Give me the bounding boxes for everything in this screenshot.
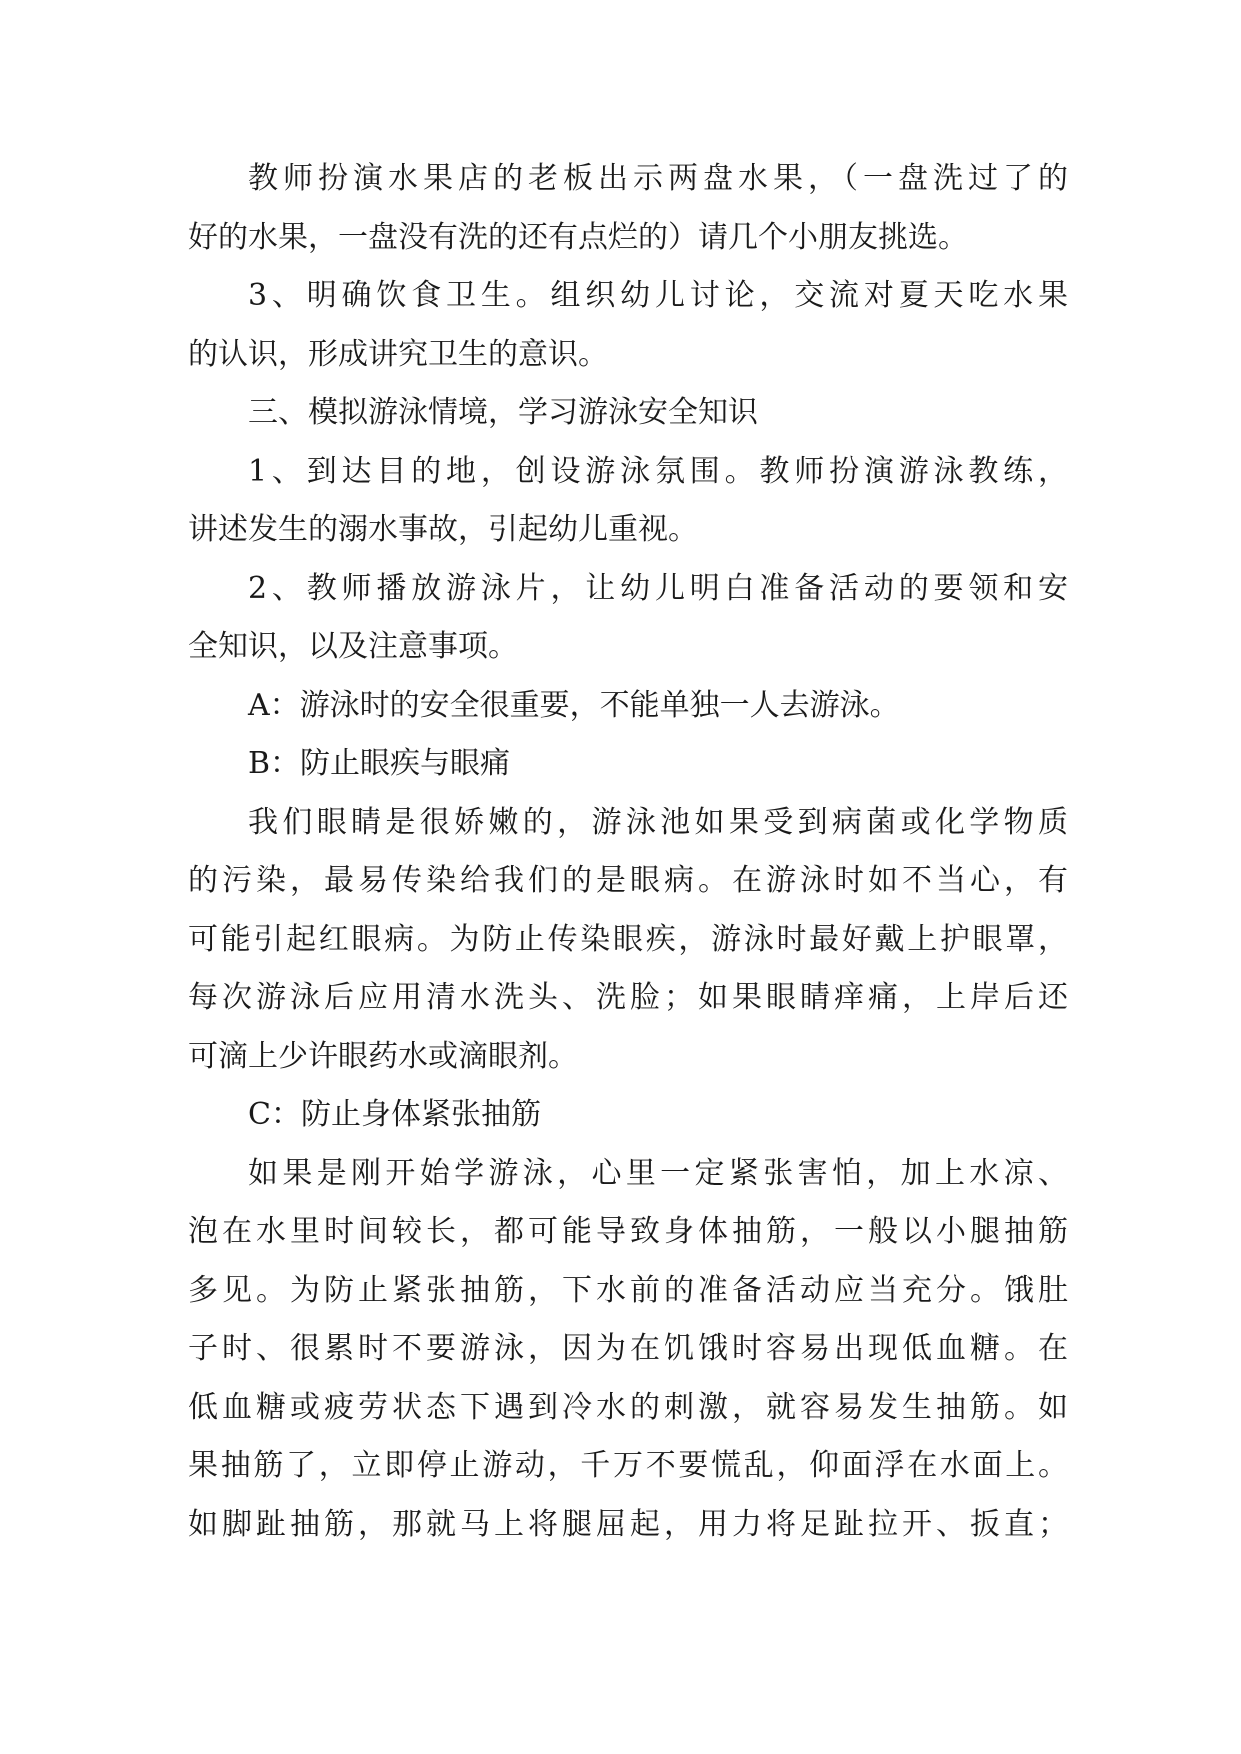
subheading: C：防止身体紧张抽筋 (248, 1097, 541, 1132)
text-line: 可能引起红眼病。为防止传染眼疾，游泳时最好戴上护眼罩， (188, 921, 1068, 957)
text-line: A：游泳时的安全很重要，不能单独一人去游泳。 (248, 687, 900, 723)
document-body (188, 150, 1068, 1554)
text-line: 的认识，形成讲究卫生的意识。 (188, 336, 608, 372)
text-line: 我们眼睛是很娇嫩的，游泳池如果受到病菌或化学物质 (248, 804, 1068, 840)
text-line: 3、明确饮食卫生。组织幼儿讨论，交流对夏天吃水果 (248, 278, 1068, 313)
text-line: 好的水果，一盘没有洗的还有点烂的）请几个小朋友挑选。 (188, 219, 968, 255)
text-line: 教师扮演水果店的老板出示两盘水果，（一盘洗过了的 (248, 161, 1068, 196)
text-line: 的污染，最易传染给我们的是眼病。在游泳时如不当心，有 (188, 863, 1068, 898)
text-line: 2、教师播放游泳片，让幼儿明白准备活动的要领和安 (248, 570, 1068, 606)
text-line: 可滴上少许眼药水或滴眼剂。 (188, 1038, 578, 1074)
text-line: 1、到达目的地，创设游泳氛围。教师扮演游泳教练， (248, 453, 1068, 489)
subheading: B：防止眼疾与眼痛 (248, 746, 511, 781)
text-line: 多见。为防止紧张抽筋，下水前的准备活动应当充分。饿肚 (188, 1272, 1068, 1308)
text-line: 每次游泳后应用清水洗头、洗脸；如果眼睛痒痛，上岸后还 (188, 980, 1068, 1015)
text-line: 讲述发生的溺水事故，引起幼儿重视。 (188, 512, 698, 547)
text-line: 泡在水里时间较长，都可能导致身体抽筋，一般以小腿抽筋 (188, 1214, 1068, 1249)
text-line: 果抽筋了，立即停止游动，千万不要慌乱，仰面浮在水面上。 (188, 1448, 1068, 1483)
section-heading: 三、模拟游泳情境，学习游泳安全知识 (248, 395, 758, 430)
text-line: 如脚趾抽筋，那就马上将腿屈起，用力将足趾拉开、扳直； (188, 1506, 1068, 1542)
text-line: 全知识，以及注意事项。 (188, 629, 518, 664)
text-line: 低血糖或疲劳状态下遇到冷水的刺激，就容易发生抽筋。如 (188, 1389, 1068, 1425)
text-line: 如果是刚开始学游泳，心里一定紧张害怕，加上水凉、 (248, 1155, 1068, 1191)
text-line: 子时、很累时不要游泳，因为在饥饿时容易出现低血糖。在 (188, 1331, 1068, 1366)
